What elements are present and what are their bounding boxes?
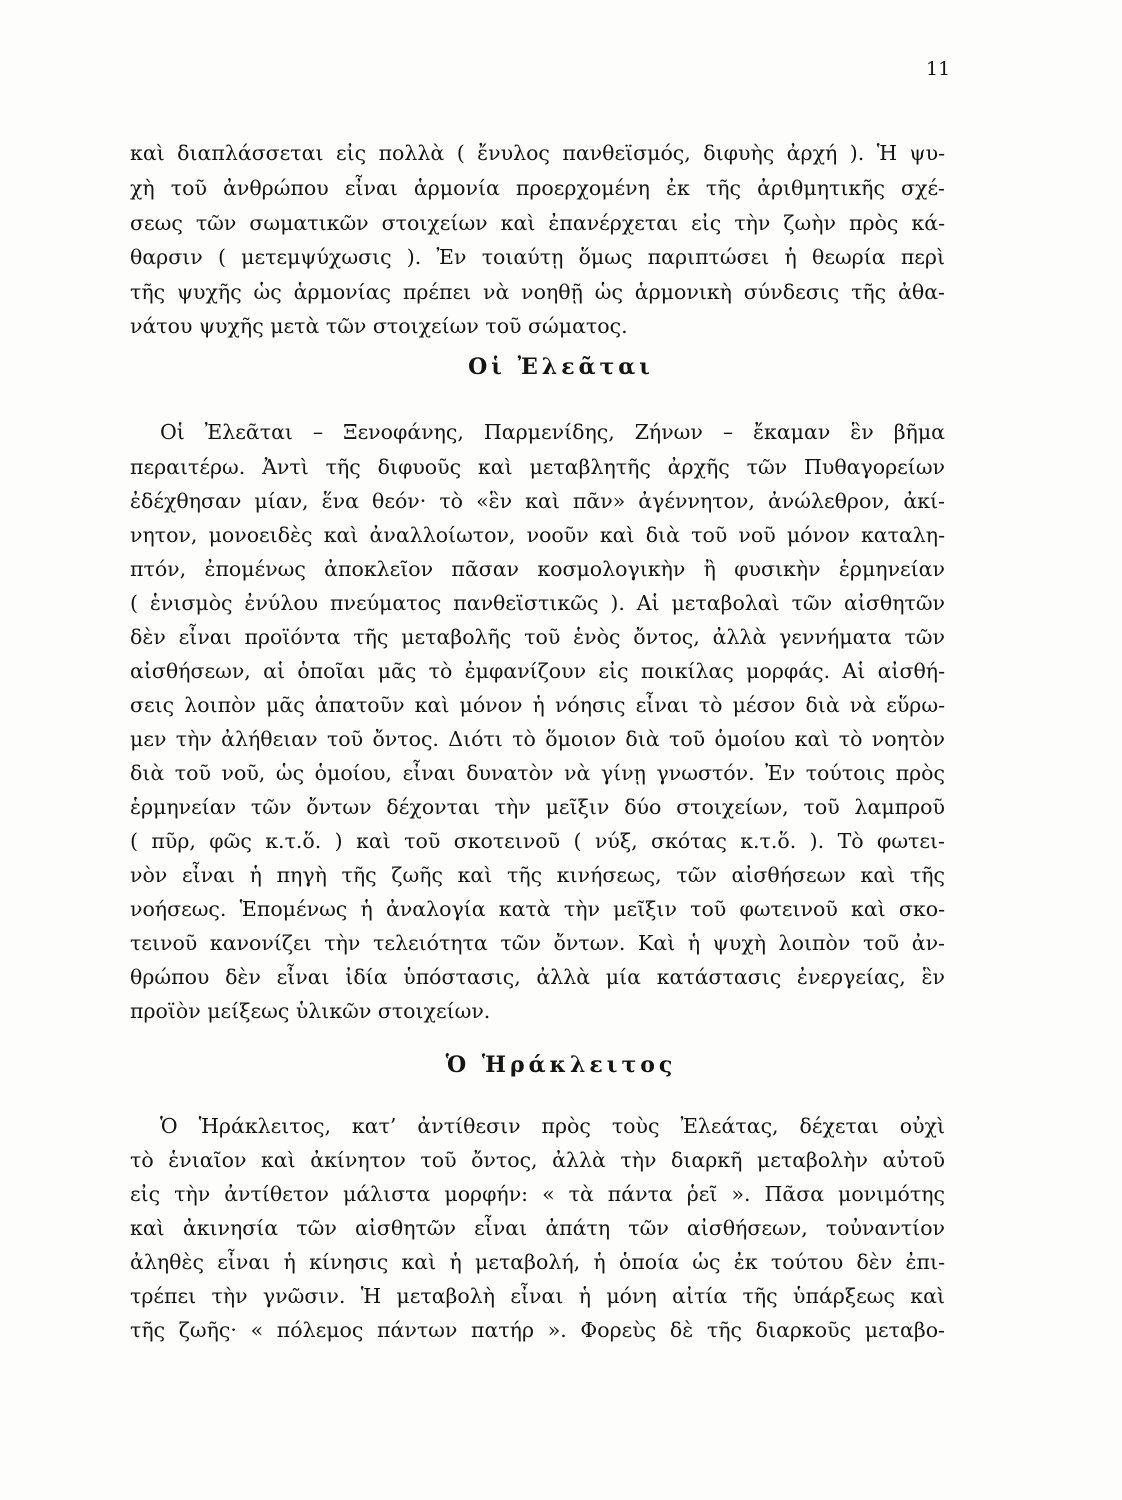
text-line: νοήσεως. Ἑπομένως ἡ ἀναλογία κατὰ τὴν μεῖξιν τοῦ φωτεινοῦ καὶ σκο- <box>130 897 945 921</box>
text-line: ἐδέχθησαν μίαν, ἕνα θεόν· τὸ «ἓν καὶ πᾶν» ἀγέννητον, ἀνώλεθρον, ἀκί- <box>130 489 945 513</box>
text-line: εἰς τὴν ἀντίθετον μάλιστα μορφήν: « τὰ πάντα ῥεῖ ». Πᾶσα μονιμότης <box>130 1182 945 1206</box>
text-line: νάτου ψυχῆς μετὰ τῶν στοιχείων τοῦ σώματος. <box>130 314 628 338</box>
text-line: ἑρμηνείαν τῶν ὄντων δέχονται τὴν μεῖξιν δύο στοιχείων, τοῦ λαμπροῦ <box>130 795 945 819</box>
text-line: σεως τῶν σωματικῶν στοιχείων καὶ ἐπανέρχεται εἰς τὴν ζωὴν πρὸς κά- <box>130 211 945 235</box>
text-line: Οἱ Ἐλεᾶται – Ξενοφάνης, Παρμενίδης, Ζήνων – ἔκαμαν ἓν βῆμα <box>160 420 945 444</box>
text-line: τῆς ζωῆς· « πόλεμος πάντων πατήρ ». Φορεὺς δὲ τῆς διαρκοῦς μεταβο- <box>130 1318 945 1342</box>
section-heading-heraclitus: Ὁ Ἡράκλειτος <box>445 1052 677 1078</box>
text-line: προϊὸν μείξεως ὑλικῶν στοιχείων. <box>130 999 491 1023</box>
text-line: χὴ τοῦ ἀνθρώπου εἶναι ἁρμονία προερχομένη ἐκ τῆς ἀριθμητικῆς σχέ- <box>130 176 945 200</box>
text-line: πτόν, ἐπομένως ἀποκλεῖον πᾶσαν κοσμολογικὴν ἢ φυσικὴν ἑρμηνείαν <box>130 557 945 581</box>
text-line: τρέπει τὴν γνῶσιν. Ἡ μεταβολὴ εἶναι ἡ μόνη αἰτία τῆς ὑπάρξεως καὶ <box>130 1284 945 1308</box>
text-line: περαιτέρω. Ἀντὶ τῆς διφυοῦς καὶ μεταβλητῆς ἀρχῆς τῶν Πυθαγορείων <box>130 455 945 479</box>
text-line: ἀληθὲς εἶναι ἡ κίνησις καὶ ἡ μεταβολή, ἡ ὁποία ὡς ἐκ τούτου δὲν ἐπι- <box>130 1250 945 1274</box>
text-line: ( ἑνισμὸς ἐνύλου πνεύματος πανθεϊστικῶς ). Αἱ μεταβολαὶ τῶν αἰσθητῶν <box>130 591 945 615</box>
section-heading-eleatics: Οἱ Ἐλεᾶται <box>468 354 654 380</box>
text-line: νὸν εἶναι ἡ πηγὴ τῆς ζωῆς καὶ τῆς κινήσεως, τῶν αἰσθήσεων καὶ τῆς <box>130 863 945 887</box>
text-line: διὰ τοῦ νοῦ, ὡς ὁμοίου, εἶναι δυνατὸν νὰ γίνῃ γνωστόν. Ἐν τούτοις πρὸς <box>130 761 945 785</box>
text-line: θρώπου δὲν εἶναι ἰδία ὑπόστασις, ἀλλὰ μία κατάστασις ἐνεργείας, ἓν <box>130 965 945 989</box>
text-line: αἰσθήσεων, αἱ ὁποῖαι μᾶς τὸ ἐμφανίζουν εἰς ποικίλας μορφάς. Αἱ αἰσθή- <box>130 659 945 683</box>
text-line: σεις λοιπὸν μᾶς ἀπατοῦν καὶ μόνον ἡ νόησις εἶναι τὸ μέσον διὰ νὰ εὕρω- <box>130 693 945 717</box>
text-line: θαρσιν ( μετεμψύχωσις ). Ἐν τοιαύτῃ ὅμως παριπτώσει ἡ θεωρία περὶ <box>130 245 945 269</box>
text-line: τὸ ἑνιαῖον καὶ ἀκίνητον τοῦ ὄντος, ἀλλὰ τὴν διαρκῆ μεταβολὴν αὐτοῦ <box>130 1148 945 1172</box>
text-line: τεινοῦ κανονίζει τὴν τελειότητα τῶν ὄντων. Καὶ ἡ ψυχὴ λοιπὸν τοῦ ἀν- <box>130 931 945 955</box>
text-line: καὶ διαπλάσσεται εἰς πολλὰ ( ἔνυλος πανθεϊσμός, διφυὴς ἀρχή ). Ἡ ψυ- <box>130 141 945 165</box>
text-line: νητον, μονοειδὲς καὶ ἀναλλοίωτον, νοοῦν καὶ διὰ τοῦ νοῦ μόνον καταλη- <box>130 523 945 547</box>
text-line: μεν τὴν ἀλήθειαν τοῦ ὄντος. Διότι τὸ ὅμοιον διὰ τοῦ ὁμοίου καὶ τὸ νοητὸν <box>130 727 945 751</box>
page-number: 11 <box>926 58 951 80</box>
text-line: καὶ ἀκινησία τῶν αἰσθητῶν εἶναι ἀπάτη τῶν αἰσθήσεων, τοὐναντίον <box>130 1216 945 1240</box>
text-line: ( πῦρ, φῶς κ.τ.ὅ. ) καὶ τοῦ σκοτεινοῦ ( νύξ, σκότας κ.τ.ὅ. ). Τὸ φωτει- <box>130 829 945 853</box>
text-line: τῆς ψυχῆς ὡς ἁρμονίας πρέπει νὰ νοηθῇ ὡς ἁρμονικὴ σύνδεσις τῆς ἀθα- <box>130 280 945 304</box>
text-line: δὲν εἶναι προϊόντα τῆς μεταβολῆς τοῦ ἑνὸς ὄντος, ἀλλὰ γεννήματα τῶν <box>130 625 945 649</box>
text-line: Ὁ Ἡράκλειτος, κατ’ ἀντίθεσιν πρὸς τοὺς Ἐλεάτας, δέχεται οὐχὶ <box>160 1114 945 1138</box>
